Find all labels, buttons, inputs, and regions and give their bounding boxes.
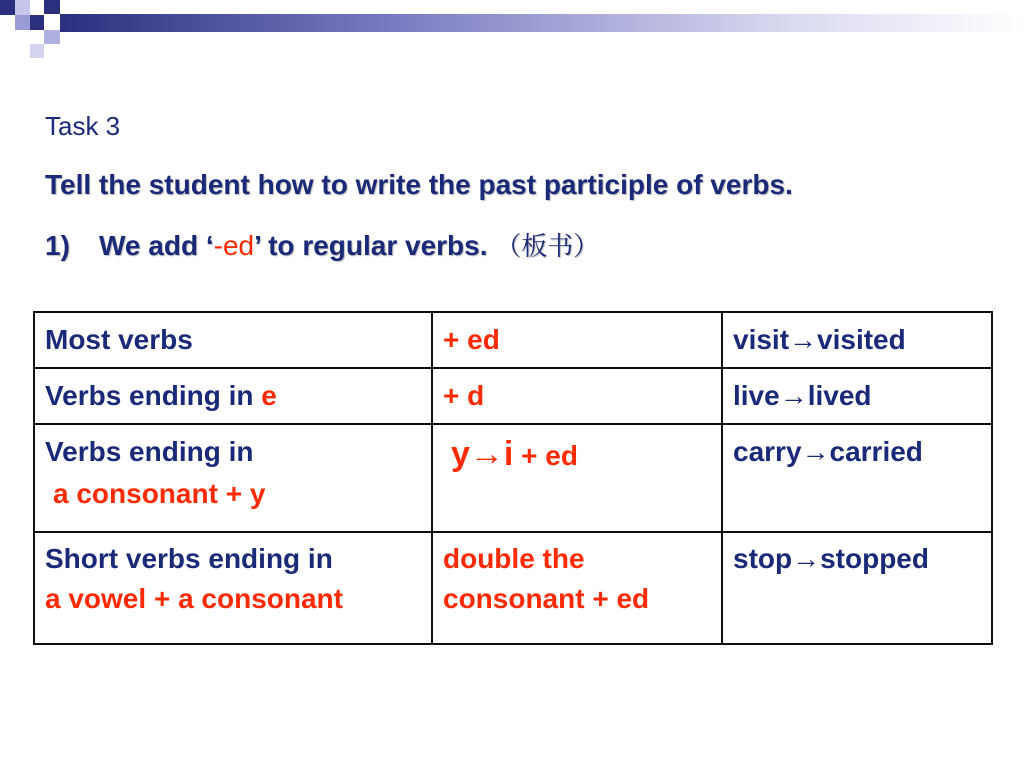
rule-big-text: y→i	[451, 435, 514, 473]
rule-text: + ed	[513, 440, 578, 471]
category-text: Verbs ending in	[45, 436, 254, 467]
example-cell	[722, 312, 992, 368]
category-highlight: a vowel + a consonant	[45, 583, 343, 614]
example-text: stop→stopped	[733, 543, 929, 574]
table-row	[34, 424, 992, 532]
category-text: Most verbs	[45, 324, 193, 355]
category-text: Verbs ending in	[45, 380, 262, 411]
instruction-text: Tell the student how to write the past participle of verbs.	[45, 169, 793, 200]
category-cell	[34, 532, 432, 644]
rule-note: （板书）	[495, 232, 600, 262]
rule-cell	[432, 424, 722, 532]
example-cell	[722, 532, 992, 644]
rule-text-after: ’ to regular verbs.	[254, 230, 488, 261]
deco-square-dark-3	[30, 15, 44, 30]
rule-cell	[432, 312, 722, 368]
rule-suffix: -ed	[213, 230, 255, 261]
past-participle-table	[33, 311, 993, 645]
example-cell	[722, 368, 992, 424]
rule-text: + ed	[443, 324, 500, 355]
deco-square-light-3	[44, 30, 60, 44]
example-cell	[722, 424, 992, 532]
category-cell	[34, 312, 432, 368]
deco-square-light-2	[15, 15, 30, 30]
deco-square-dark-1	[0, 0, 15, 15]
rule-cell	[432, 368, 722, 424]
table-row	[34, 368, 992, 424]
rule-text-before: We add ‘	[99, 230, 214, 261]
rule-cell	[432, 532, 722, 644]
example-text: visit→visited	[733, 324, 906, 355]
category-highlight: e	[261, 380, 277, 411]
category-text: Short verbs ending in	[45, 543, 333, 574]
category-cell	[34, 368, 432, 424]
rule-text: + d	[443, 380, 485, 411]
table-row	[34, 532, 992, 644]
category-highlight: a consonant + y	[53, 478, 266, 509]
example-text: live→lived	[733, 380, 872, 411]
rule-line-1: double the	[443, 543, 585, 574]
table-row	[34, 312, 992, 368]
rule-line	[45, 228, 599, 265]
rule-number: 1)	[45, 230, 70, 261]
header-band	[60, 14, 1024, 32]
header-decoration	[0, 0, 1024, 60]
category-cell	[34, 424, 432, 532]
deco-square-light-1	[15, 0, 30, 15]
rule-line-2: consonant + ed	[443, 583, 650, 614]
deco-square-dark-2	[44, 0, 60, 14]
task-label: Task 3	[45, 111, 121, 141]
deco-square-light-4	[30, 44, 44, 58]
example-text: carry→carried	[733, 436, 923, 467]
